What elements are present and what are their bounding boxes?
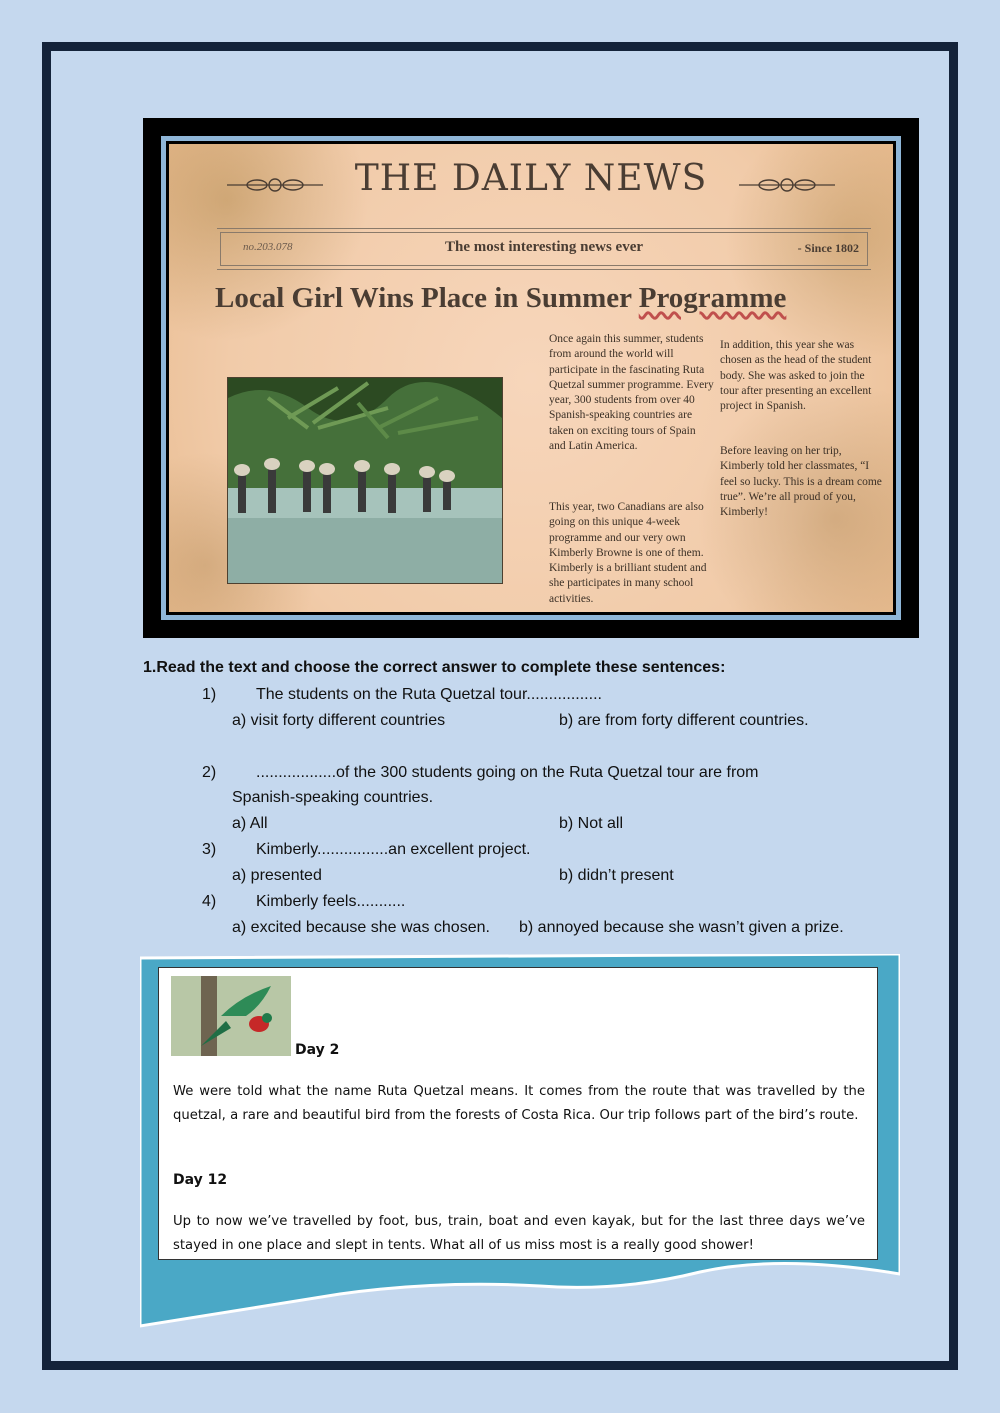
masthead: THE DAILY NEWS bbox=[354, 158, 708, 199]
headline-main: Local Girl Wins Place in Summer bbox=[215, 282, 639, 314]
question-2-number: 2) bbox=[202, 764, 217, 781]
day-12-label: Day 12 bbox=[173, 1172, 228, 1188]
question-1-option-b: b) are from forty different countries. bbox=[559, 712, 809, 729]
info-bar bbox=[217, 228, 871, 270]
newspaper-frame bbox=[143, 118, 919, 638]
headline bbox=[215, 282, 786, 315]
issue-number: no.203.078 bbox=[243, 241, 293, 253]
day-12-text: Up to now we’ve travelled by foot, bus, train, boat and even kayak, but for the last three days we’ve stayed in one place and slept in tents. What all of us miss most is a really good shower! bbox=[173, 1214, 865, 1253]
question-1-option-a: a) visit forty different countries bbox=[232, 712, 446, 729]
question-4-number: 4) bbox=[202, 893, 217, 910]
day-2-label: Day 2 bbox=[295, 1042, 340, 1058]
question-3-text: Kimberly................an excellent project. bbox=[256, 841, 531, 858]
question-4-option-b: b) annoyed because she wasn’t given a prize. bbox=[519, 919, 844, 936]
question-3-option-a: a) presented bbox=[232, 867, 322, 884]
column-1-paragraph-1 bbox=[549, 332, 714, 454]
ornament-right-icon bbox=[739, 178, 835, 192]
column-2-paragraph-1 bbox=[720, 338, 884, 414]
quetzal-bird-icon bbox=[171, 976, 291, 1056]
question-3-option-b: b) didn’t present bbox=[559, 867, 674, 884]
quetzal-photo bbox=[171, 976, 291, 1056]
river-photo-image bbox=[228, 378, 502, 583]
question-1-number: 1) bbox=[202, 686, 217, 703]
newspaper-page bbox=[169, 144, 893, 612]
question-1-text: The students on the Ruta Quetzal tour................. bbox=[256, 686, 602, 703]
column-1-paragraph-2 bbox=[549, 500, 714, 607]
question-2-option-b: b) Not all bbox=[559, 815, 624, 832]
exercise-title: 1.Read the text and choose the correct answer to complete these sentences: bbox=[143, 659, 726, 676]
question-2-option-a: a) All bbox=[232, 815, 268, 832]
info-bar-inner bbox=[220, 232, 868, 266]
diary-box bbox=[158, 967, 878, 1260]
tagline: The most interesting news ever bbox=[444, 239, 644, 255]
since-label: - Since 1802 bbox=[797, 241, 859, 255]
river-photo bbox=[227, 377, 503, 584]
column-1-text-1: Once again this summer, students from around the world will participate in the fascinating Ruta Quetzal summer programme. Every year, 300 students from over 40 Spanish-speaking countries are taken on exciting tours of Spain and Latin America. bbox=[549, 333, 714, 453]
column-2-text-1: In addition, this year she was chosen as the head of the student body. She was asked to join the tour after presenting an excellent project in Spanish. bbox=[720, 339, 872, 413]
question-3-number: 3) bbox=[202, 841, 217, 858]
headline-last-word: Programme bbox=[638, 282, 787, 314]
question-2-text-cont: Spanish-speaking countries. bbox=[232, 789, 434, 806]
column-2-paragraph-2 bbox=[720, 444, 884, 520]
question-2-text: ..................of the 300 students going on the Ruta Quetzal tour are from bbox=[256, 764, 759, 781]
question-4-text: Kimberly feels........... bbox=[256, 893, 406, 910]
day-2-text: We were told what the name Ruta Quetzal means. It comes from the route that was travelled by the quetzal, a rare and beautiful bird from the forests of Costa Rica. Our trip follows part of the bird’s route. bbox=[173, 1084, 865, 1123]
question-4-option-a: a) excited because she was chosen. bbox=[232, 919, 490, 936]
column-1-text-2: This year, two Canadians are also going on this unique 4-week programme and our very own Kimberly Browne is one of them. Kimberly is a brilliant student and she participates in many school activities. bbox=[549, 501, 707, 605]
column-2-text-2: Before leaving on her trip, Kimberly told her classmates, “I feel so lucky. This is a dream come true”. We’re all proud of you, Kimberly! bbox=[720, 445, 882, 519]
